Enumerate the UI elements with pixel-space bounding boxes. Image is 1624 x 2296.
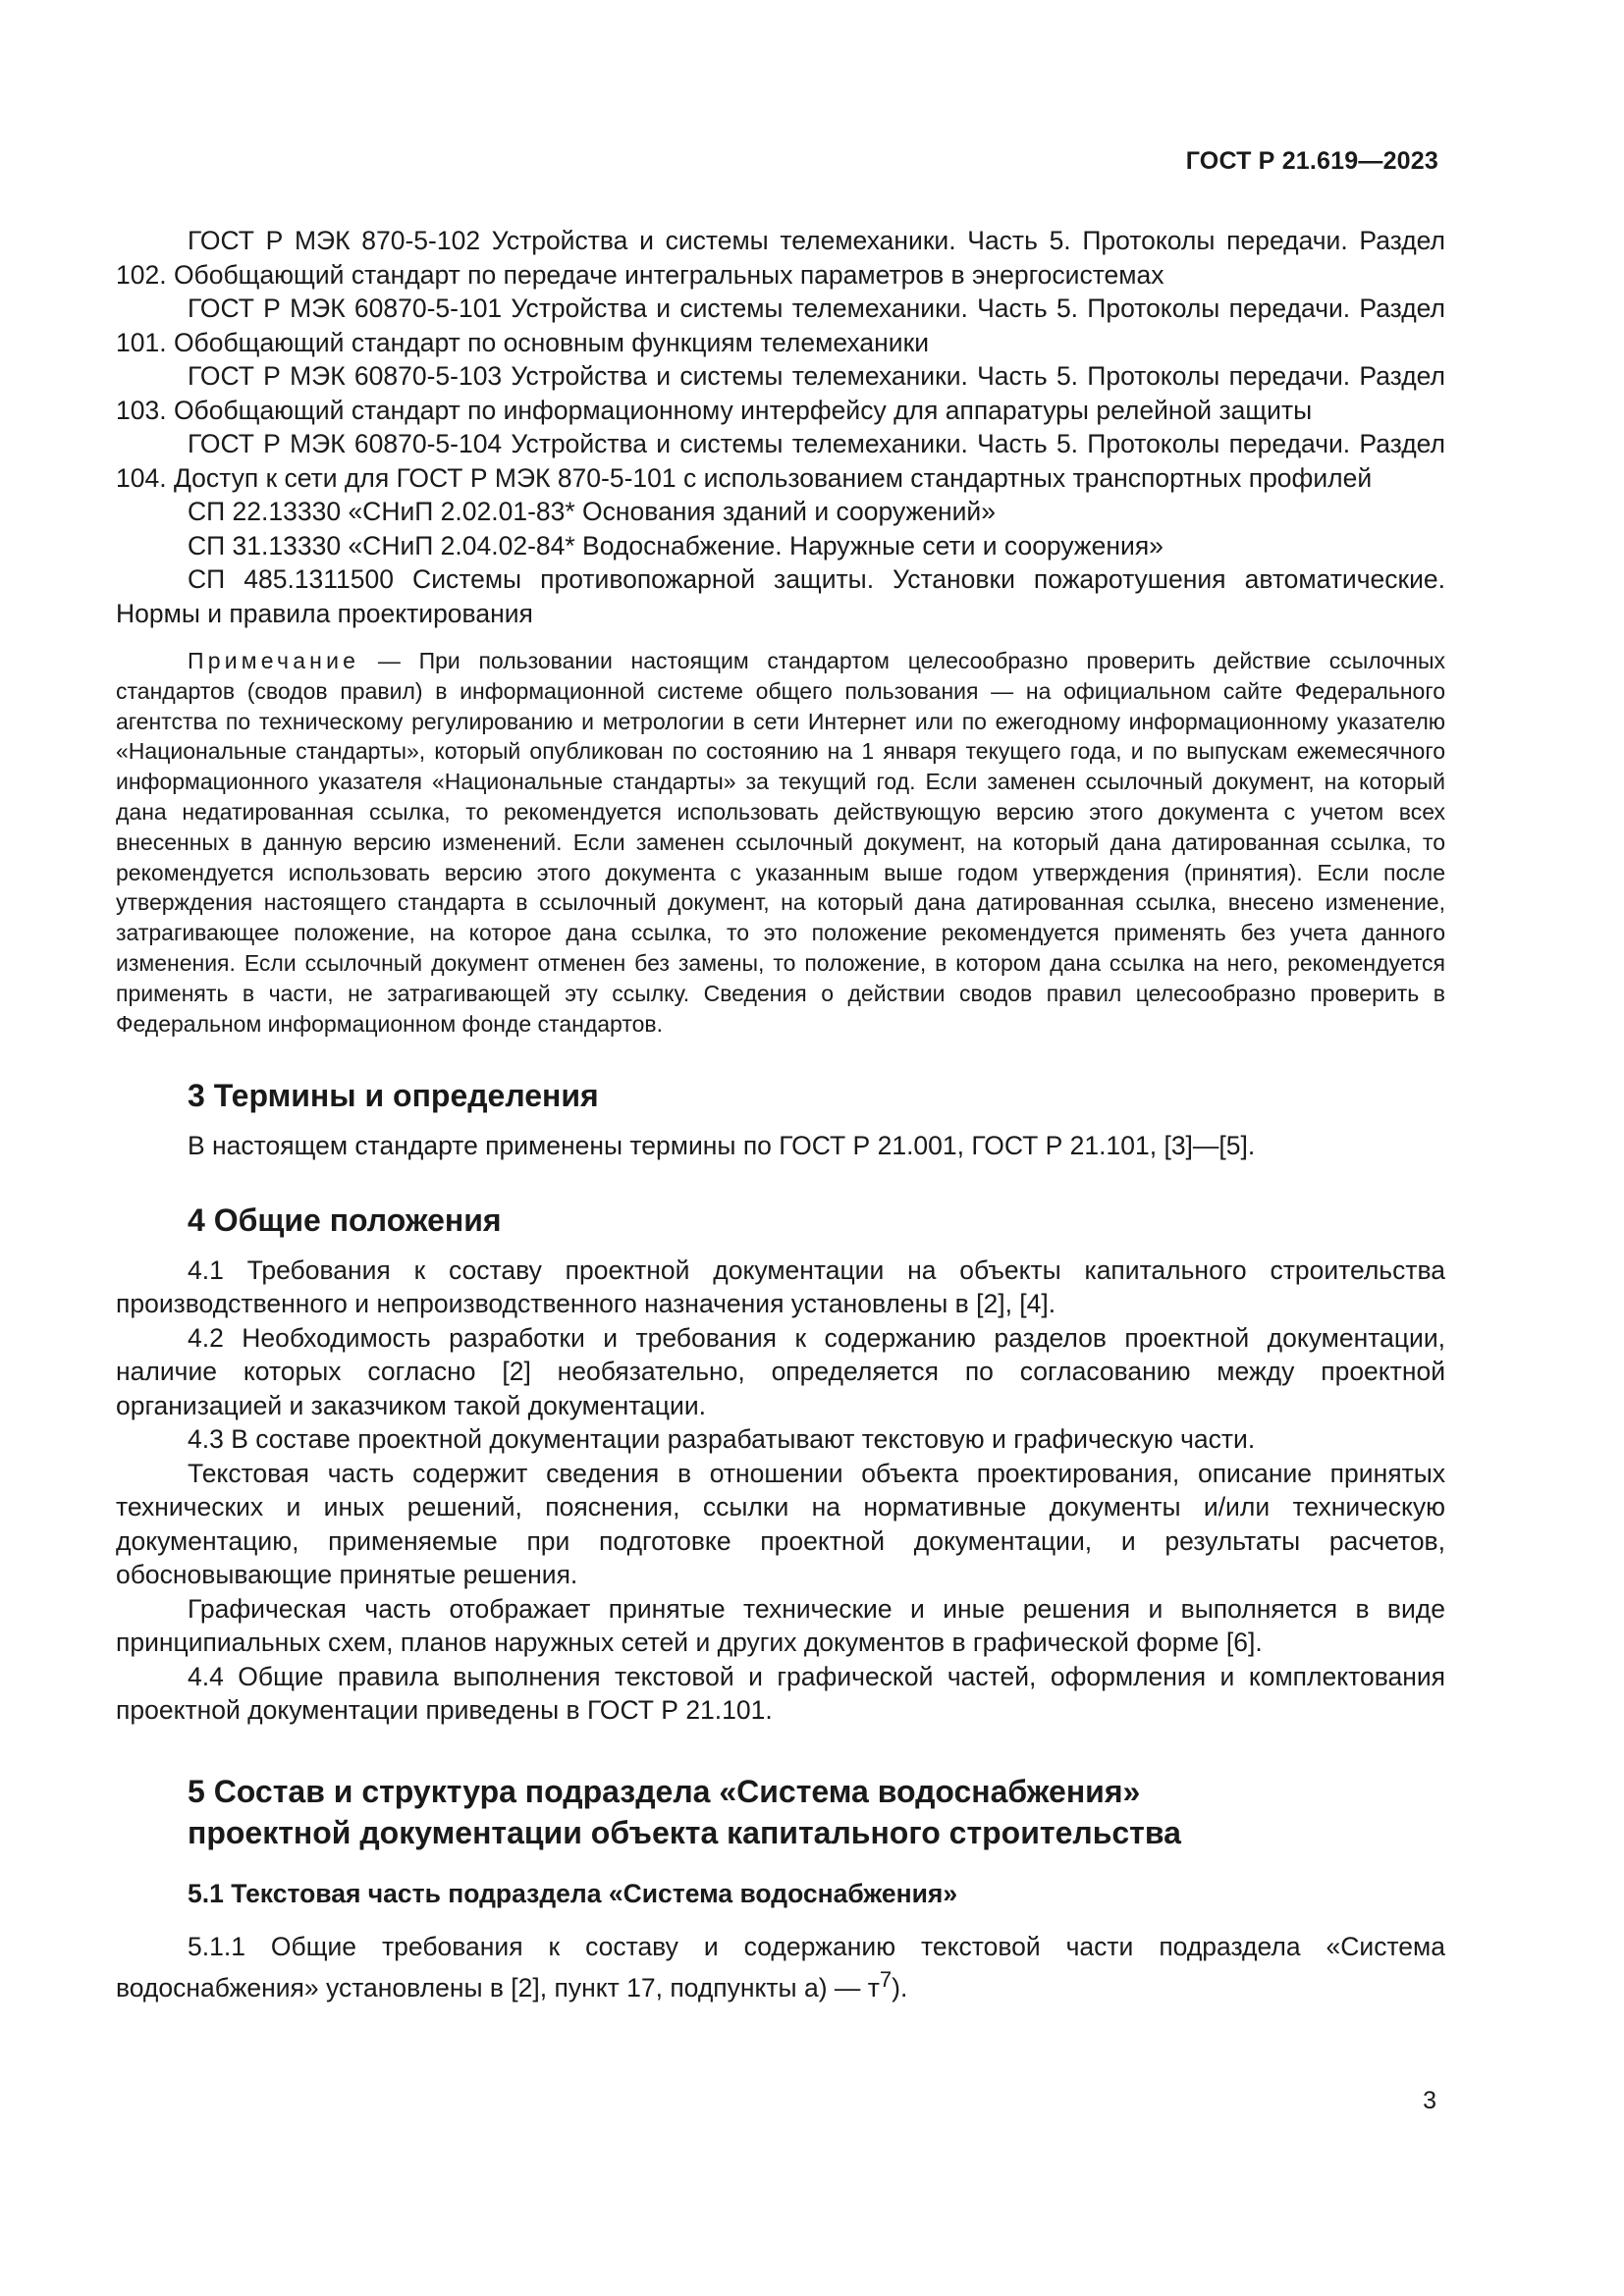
reference-entry: СП 485.1311500 Системы противопожарной защиты. Установки пожаротушения автоматические. Нормы и правила проектирования [116, 564, 1445, 628]
page-number: 3 [1423, 2087, 1436, 2114]
paragraph-5-1-1 [116, 1930, 1445, 2005]
section-5-heading [116, 1771, 1445, 1853]
section-4-paragraph: 4.2 Необходимость разработки и требования к содержанию разделов проектной документации, наличие которых согласно [2] необязательно, определяется по согласованию между проектной организацией и заказчиком такой документации. [116, 1322, 1445, 1420]
section-4-paragraph: Графическая часть отображает принятые технические и иные решения и выполняется в виде принципиальных схем, планов наружных сетей и других документов в графической форме [6]. [116, 1593, 1445, 1658]
paragraph-5-1-1-text: 5.1.1 Общие требования к составу и содержанию текстовой части подраздела «Система водоснабжения» установлены в [2], пункт 17, подпункты а) — т [116, 1931, 1445, 2003]
section-3-heading: 3 Термины и определения [188, 1078, 599, 1114]
reference-entry: ГОСТ Р МЭК 60870-5-103 Устройства и системы телемеханики. Часть 5. Протоколы передачи. Раздел 103. Обобщающий стандарт по информационному интерфейсу для аппаратуры релейной защиты [116, 361, 1445, 425]
section-5-heading-line-2: проектной документации объекта капитального строительства [188, 1814, 1181, 1850]
footnote-ref: 7 [879, 1967, 893, 1993]
note-paragraph [116, 646, 1445, 1039]
section-4-paragraph: Текстовая часть содержит сведения в отношении объекта проектирования, описание принятых технических и иных решений, пояснения, ссылки на нормативные документы и/или техническую документацию, применяемые при подготовке проектной документации, и результаты расчетов, обосновывающие принятые решения. [116, 1458, 1445, 1590]
section-4-paragraph: 4.3 В составе проектной документации разрабатывают текстовую и графическую части. [188, 1424, 1256, 1455]
section-5-heading-line-1: 5 Состав и структура подраздела «Система водоснабжения» [188, 1773, 1141, 1809]
reference-entry: ГОСТ Р МЭК 60870-5-101 Устройства и системы телемеханики. Часть 5. Протоколы передачи. Раздел 101. Обобщающий стандарт по основным функциям телемеханики [116, 294, 1445, 357]
subsection-5-1-heading: 5.1 Текстовая часть подраздела «Система водоснабжения» [188, 1878, 958, 1908]
reference-entry: СП 22.13330 «СНиП 2.02.01-83* Основания зданий и сооружений» [188, 497, 996, 526]
reference-entry: СП 31.13330 «СНиП 2.04.02-84* Водоснабжение. Наружные сети и сооружения» [188, 530, 1164, 561]
paragraph-5-1-1-end: ). [892, 1973, 908, 2003]
reference-entry: ГОСТ Р МЭК 60870-5-104 Устройства и системы телемеханики. Часть 5. Протоколы передачи. Раздел 104. Доступ к сети для ГОСТ Р МЭК 870-5-101 с использованием стандартных транспортных профилей [116, 429, 1445, 493]
document-code-header: ГОСТ Р 21.619—2023 [1185, 147, 1438, 175]
reference-entry: ГОСТ Р МЭК 870-5-102 Устройства и системы телемеханики. Часть 5. Протоколы передачи. Раздел 102. Обобщающий стандарт по передаче интегральных параметров в энергосистемах [116, 226, 1445, 290]
document-body [116, 224, 1445, 2005]
section-4-heading: 4 Общие положения [188, 1201, 502, 1238]
note-text: — При пользовании настоящим стандартом целесообразно проверить действие ссылочных стандартов (сводов правил) в информационной системе общего пользования — на официальном сайте Федерального агентства по техническому регулированию и метрологии в сети Интернет или по ежегодному информационному указателю «Национальные стандарты», который опубликован по состоянию на 1 января текущего года, и по выпускам ежемесячного информационного указателя «Национальные стандарты» за текущий год. Если заменен ссылочный документ, на который дана недатированная ссылка, то рекомендуется использовать действующую версию этого документа с учетом всех внесенных в данную версию изменений. Если заменен ссылочный документ, на который дана датированная ссылка, то рекомендуется использовать версию этого документа с указанным выше годом утверждения (принятия). Если после утверждения настоящего стандарта в ссылочный документ, на который дана датированная ссылка, внесено изменение, затрагивающее положение, на которое дана ссылка, то это положение рекомендуется применять без учета данного изменения. Если ссылочный документ отменен без замены, то положение, в котором дана ссылка на него, рекомендуется применять в части, не затрагивающей эту ссылку. Сведения о действии сводов правил целесообразно проверить в Федеральном информационном фонде стандартов. [116, 648, 1445, 1037]
section-4-paragraph: 4.4 Общие правила выполнения текстовой и графической частей, оформления и комплектования проектной документации приведены в ГОСТ Р 21.101. [116, 1661, 1445, 1726]
note-label: Примечание [188, 648, 360, 673]
section-4-paragraph: 4.1 Требования к составу проектной документации на объекты капитального строительства производственного и непроизводственного назначения установлены в [2], [4]. [116, 1255, 1445, 1319]
section-3-text: В настоящем стандарте применены термины по ГОСТ Р 21.001, ГОСТ Р 21.101, [3]—[5]. [188, 1131, 1256, 1161]
